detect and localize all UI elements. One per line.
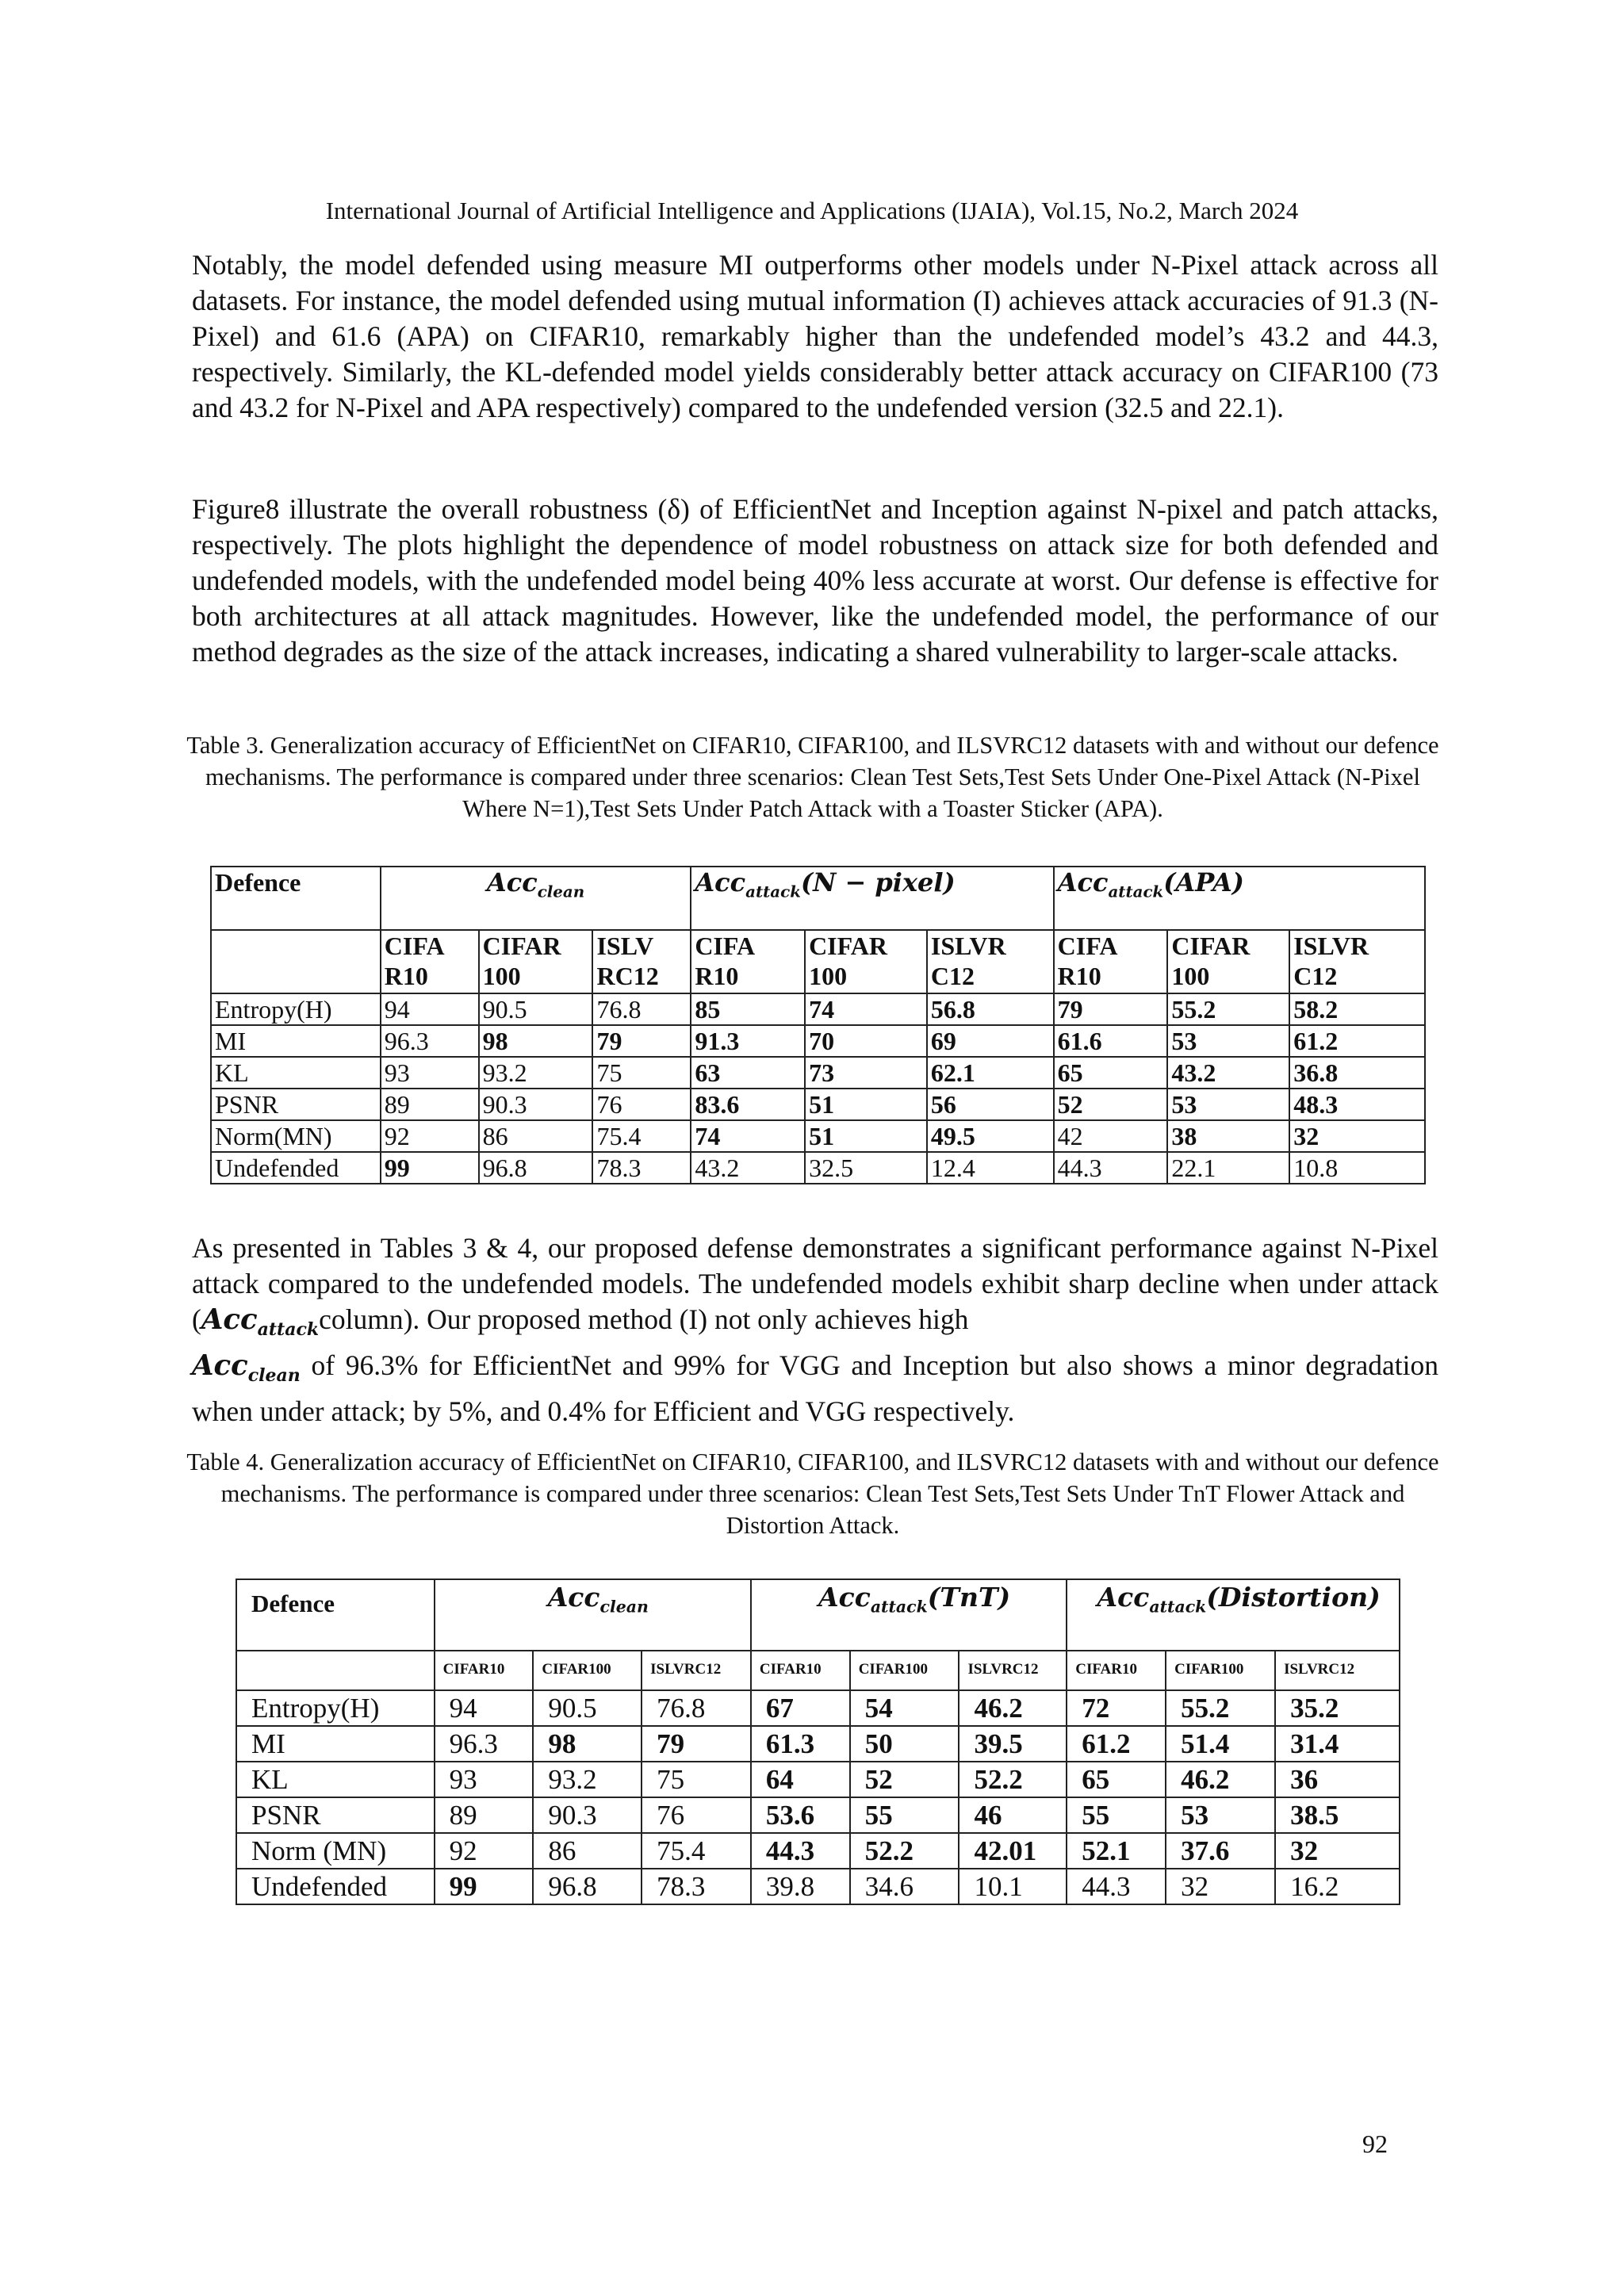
table3-dataset-header: CIFAR 100	[805, 930, 927, 993]
table3	[210, 866, 1426, 1184]
table-cell: 16.2	[1275, 1869, 1400, 1904]
table-cell: 94	[435, 1690, 534, 1726]
table3-row-label: Entropy(H)	[211, 993, 381, 1025]
table-cell: 61.3	[751, 1726, 850, 1762]
table3-dataset-header: ISLV RC12	[592, 930, 691, 993]
table-cell: 46.2	[959, 1690, 1067, 1726]
table4-row-label: KL	[236, 1762, 435, 1797]
table4-dataset-header: CIFAR10	[751, 1651, 850, 1690]
table-cell: 89	[381, 1089, 479, 1120]
table-cell: 32	[1166, 1869, 1275, 1904]
table-row	[236, 1762, 1400, 1797]
table-cell: 86	[533, 1833, 642, 1869]
table-cell: 98	[479, 1025, 593, 1057]
table3-defence-header: Defence	[211, 867, 381, 930]
table4-row-label: Undefended	[236, 1869, 435, 1904]
table-cell: 46	[959, 1797, 1067, 1833]
table-row	[211, 1057, 1425, 1089]
table-row	[236, 1690, 1400, 1726]
table3-row-label: PSNR	[211, 1089, 381, 1120]
table-cell: 67	[751, 1690, 850, 1726]
table-cell: 43.2	[1167, 1057, 1289, 1089]
table4-acc-tnt-header: Acc$_{attack}$(TnT)	[751, 1579, 1067, 1651]
table-row	[211, 1120, 1425, 1152]
table-cell: 22.1	[1167, 1152, 1289, 1184]
table-cell: 93	[435, 1762, 534, 1797]
table4-empty-cell	[236, 1651, 435, 1690]
table-cell: 38	[1167, 1120, 1289, 1152]
table3-group-header-row	[211, 867, 1425, 930]
table3-dataset-header: ISLVR C12	[1289, 930, 1425, 993]
table-cell: 35.2	[1275, 1690, 1400, 1726]
table3-dataset-header: CIFA R10	[381, 930, 479, 993]
table-cell: 90.5	[479, 993, 593, 1025]
table-cell: 90.3	[479, 1089, 593, 1120]
table-cell: 96.8	[479, 1152, 593, 1184]
table-cell: 90.5	[533, 1690, 642, 1726]
table-row	[211, 1089, 1425, 1120]
table4-dataset-header: CIFAR100	[850, 1651, 959, 1690]
table-cell: 74	[805, 993, 927, 1025]
table3-acc-apa-header: Acc$_{attack}$(APA)	[1054, 867, 1425, 930]
table-cell: 51	[805, 1120, 927, 1152]
table-cell: 53	[1167, 1089, 1289, 1120]
table-cell: 61.2	[1289, 1025, 1425, 1057]
table-cell: 74	[691, 1120, 805, 1152]
table-cell: 91.3	[691, 1025, 805, 1057]
table-cell: 73	[805, 1057, 927, 1089]
table4-row-label: MI	[236, 1726, 435, 1762]
table-cell: 52	[1054, 1089, 1168, 1120]
table-cell: 93.2	[533, 1762, 642, 1797]
table-cell: 63	[691, 1057, 805, 1089]
table-row	[211, 1152, 1425, 1184]
table-cell: 99	[381, 1152, 479, 1184]
table-cell: 52	[850, 1762, 959, 1797]
table4	[236, 1578, 1400, 1905]
table4-dataset-header: ISLVRC12	[959, 1651, 1067, 1690]
table-cell: 32.5	[805, 1152, 927, 1184]
table-cell: 69	[927, 1025, 1054, 1057]
table-row	[236, 1726, 1400, 1762]
table-cell: 93.2	[479, 1057, 593, 1089]
table-cell: 52.2	[850, 1833, 959, 1869]
table-cell: 52.2	[959, 1762, 1067, 1797]
table-row	[236, 1869, 1400, 1904]
table4-dataset-header-row	[236, 1651, 1400, 1690]
table-row	[236, 1833, 1400, 1869]
table-cell: 34.6	[850, 1869, 959, 1904]
table-row	[211, 993, 1425, 1025]
table4-caption: Table 4. Generalization accuracy of EfficientNet on CIFAR10, CIFAR100, and ILSVRC12 datasets with and without our defence mechanisms. The performance is compared under three scenarios: Clean Test Sets,Test Sets Under TnT Flower Attack and Distortion Attack.	[186, 1448, 1439, 1539]
table-cell: 76	[592, 1089, 691, 1120]
table-cell: 96.3	[435, 1726, 534, 1762]
table-cell: 65	[1067, 1762, 1166, 1797]
table4-defence-header: Defence	[236, 1579, 435, 1651]
table-cell: 36	[1275, 1762, 1400, 1797]
table-cell: 38.5	[1275, 1797, 1400, 1833]
table-cell: 92	[381, 1120, 479, 1152]
table3-row-label: Norm(MN)	[211, 1120, 381, 1152]
table3-dataset-header: ISLVR C12	[927, 930, 1054, 993]
table-cell: 86	[479, 1120, 593, 1152]
table-cell: 48.3	[1289, 1089, 1425, 1120]
table-cell: 10.1	[959, 1869, 1067, 1904]
table-cell: 50	[850, 1726, 959, 1762]
table-cell: 58.2	[1289, 993, 1425, 1025]
table3-acc-clean-header: Acc$_{clean}$	[381, 867, 691, 930]
table-cell: 10.8	[1289, 1152, 1425, 1184]
table4-dataset-header: CIFAR10	[435, 1651, 534, 1690]
paragraph-tables-summary: As presented in Tables 3 & 4, our proposed defense demonstrates a significant performance against N-Pixel attack compared to the undefended models. The undefended models exhibit sharp decline when under attack (Acc$_{attack}$column). Our proposed method (I) not only achieves high Acc$_{clean}$ of 96.3% for EfficientNet and 99% for VGG and Inception but also shows a minor degradation when under attack; by 5%, and 0.4% for Efficient and VGG respectively.	[192, 1232, 1438, 1428]
table-cell: 55	[850, 1797, 959, 1833]
table-cell: 76.8	[642, 1690, 751, 1726]
table4-row-label: PSNR	[236, 1797, 435, 1833]
table3-row-label: MI	[211, 1025, 381, 1057]
paragraph-mi-results: Notably, the model defended using measure MI outperforms other models under N-Pixel attack across all datasets. For instance, the model defended using mutual information (I) achieves attack accuracies of 91.3 (N-Pixel) and 61.6 (APA) on CIFAR10, remarkably higher than the undefended model’s 43.2 and 44.3, respectively. Similarly, the KL-defended model yields considerably better attack accuracy on CIFAR100 (73 and 43.2 for N-Pixel and APA respectively) compared to the undefended version (32.5 and 22.1).	[192, 249, 1438, 423]
table-cell: 53.6	[751, 1797, 850, 1833]
table-cell: 76	[642, 1797, 751, 1833]
table-cell: 53	[1166, 1797, 1275, 1833]
table-cell: 93	[381, 1057, 479, 1089]
table-cell: 85	[691, 993, 805, 1025]
table4-dataset-header: CIFAR10	[1067, 1651, 1166, 1690]
table-cell: 99	[435, 1869, 534, 1904]
table-cell: 32	[1289, 1120, 1425, 1152]
table-cell: 55.2	[1167, 993, 1289, 1025]
table-row	[211, 1025, 1425, 1057]
table-cell: 83.6	[691, 1089, 805, 1120]
table-cell: 98	[533, 1726, 642, 1762]
table-cell: 39.8	[751, 1869, 850, 1904]
table-cell: 96.8	[533, 1869, 642, 1904]
page-number: 92	[1362, 2130, 1388, 2158]
table-cell: 79	[1054, 993, 1168, 1025]
table3-dataset-header: CIFA R10	[691, 930, 805, 993]
table-cell: 42.01	[959, 1833, 1067, 1869]
table3-row-label: Undefended	[211, 1152, 381, 1184]
table-cell: 75	[592, 1057, 691, 1089]
table-cell: 75	[642, 1762, 751, 1797]
table-cell: 42	[1054, 1120, 1168, 1152]
table-cell: 12.4	[927, 1152, 1054, 1184]
table-cell: 44.3	[751, 1833, 850, 1869]
table-cell: 61.2	[1067, 1726, 1166, 1762]
table-cell: 65	[1054, 1057, 1168, 1089]
table4-dataset-header: ISLVRC12	[1275, 1651, 1400, 1690]
table3-dataset-header: CIFAR 100	[479, 930, 593, 993]
table-cell: 78.3	[642, 1869, 751, 1904]
table3-caption: Table 3. Generalization accuracy of EfficientNet on CIFAR10, CIFAR100, and ILSVRC12 datasets with and without our defence mechanisms. The performance is compared under three scenarios: Clean Test Sets,Test Sets Under One-Pixel Attack (N-Pixel Where N=1),Test Sets Under Patch Attack with a Toaster Sticker (APA).	[186, 732, 1439, 822]
table-cell: 70	[805, 1025, 927, 1057]
table-cell: 75.4	[642, 1833, 751, 1869]
table-cell: 55	[1067, 1797, 1166, 1833]
table-cell: 44.3	[1054, 1152, 1168, 1184]
table4-acc-clean-header: Acc$_{clean}$	[435, 1579, 751, 1651]
table-cell: 56.8	[927, 993, 1054, 1025]
table3-acc-npixel-header: Acc$_{attack}$(N − pixel)	[691, 867, 1053, 930]
table-cell: 90.3	[533, 1797, 642, 1833]
table-cell: 56	[927, 1089, 1054, 1120]
table-cell: 79	[592, 1025, 691, 1057]
table-cell: 54	[850, 1690, 959, 1726]
table-cell: 51	[805, 1089, 927, 1120]
table-cell: 44.3	[1067, 1869, 1166, 1904]
table-cell: 94	[381, 993, 479, 1025]
table-cell: 49.5	[927, 1120, 1054, 1152]
table-row	[236, 1797, 1400, 1833]
table4-row-label: Entropy(H)	[236, 1690, 435, 1726]
table-cell: 36.8	[1289, 1057, 1425, 1089]
table4-row-label: Norm (MN)	[236, 1833, 435, 1869]
table4-acc-distortion-header: Acc$_{attack}$(Distortion)	[1067, 1579, 1400, 1651]
table-cell: 55.2	[1166, 1690, 1275, 1726]
table-cell: 62.1	[927, 1057, 1054, 1089]
table-cell: 79	[642, 1726, 751, 1762]
paragraph-figure8-robustness: Figure8 illustrate the overall robustness (δ) of EfficientNet and Inception against N-pixel and patch attacks, respectively. The plots highlight the dependence of model robustness on attack size for both defended and undefended models, with the undefended model being 40% less accurate at worst. Our defense is effective for both architectures at all attack magnitudes. However, like the undefended model, the performance of our method degrades as the size of the attack increases, indicating a shared vulnerability to larger-scale attacks.	[192, 493, 1438, 668]
table-cell: 92	[435, 1833, 534, 1869]
table-cell: 52.1	[1067, 1833, 1166, 1869]
table4-dataset-header: CIFAR100	[533, 1651, 642, 1690]
table-cell: 64	[751, 1762, 850, 1797]
table-cell: 43.2	[691, 1152, 805, 1184]
table3-row-label: KL	[211, 1057, 381, 1089]
table-cell: 75.4	[592, 1120, 691, 1152]
table-cell: 61.6	[1054, 1025, 1168, 1057]
table-cell: 89	[435, 1797, 534, 1833]
journal-header: International Journal of Artificial Intelligence and Applications (IJAIA), Vol.15, No.2, March 2024	[325, 197, 1299, 224]
table-cell: 51.4	[1166, 1726, 1275, 1762]
table-cell: 32	[1275, 1833, 1400, 1869]
table-cell: 39.5	[959, 1726, 1067, 1762]
table-cell: 78.3	[592, 1152, 691, 1184]
table-cell: 37.6	[1166, 1833, 1275, 1869]
table3-dataset-header: CIFA R10	[1054, 930, 1168, 993]
table-cell: 96.3	[381, 1025, 479, 1057]
table4-dataset-header: ISLVRC12	[642, 1651, 751, 1690]
table-cell: 76.8	[592, 993, 691, 1025]
table-cell: 46.2	[1166, 1762, 1275, 1797]
table3-empty-cell	[211, 930, 381, 993]
table-cell: 31.4	[1275, 1726, 1400, 1762]
table3-dataset-header-row	[211, 930, 1425, 993]
table-cell: 72	[1067, 1690, 1166, 1726]
table-cell: 53	[1167, 1025, 1289, 1057]
table4-dataset-header: CIFAR100	[1166, 1651, 1275, 1690]
table4-group-header-row	[236, 1579, 1400, 1651]
table3-dataset-header: CIFAR 100	[1167, 930, 1289, 993]
